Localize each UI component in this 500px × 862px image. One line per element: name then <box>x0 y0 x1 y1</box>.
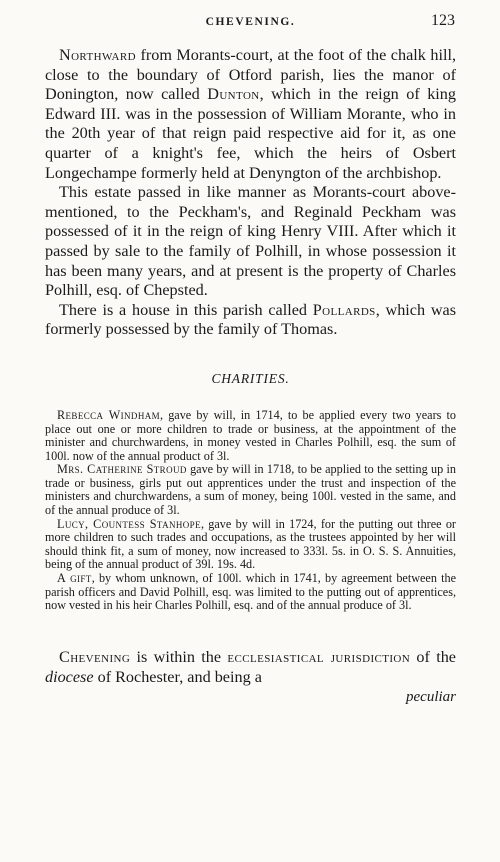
paragraph-text: from Morants-court, at the foot of the chalk hill, close to the boundary of Otford parish, lies the manor of Donington, now called <box>45 46 456 104</box>
paragraph-jurisdiction <box>45 647 456 688</box>
section-heading-charities: CHARITIES. <box>211 370 290 386</box>
place-name: Dunton <box>207 85 260 104</box>
charity-donor: Lucy, Countess Stanhope <box>57 516 201 531</box>
main-text <box>45 46 456 340</box>
paragraph-estate <box>45 183 456 301</box>
charity-text: gave by will in 1718, to be applied to the setting up in trade or business, girls put out apprentices under the trust and inspection of the ministers and churchwardens, a sum of money, being 100l. vested in the same, and of the annual produce of 3l. <box>45 462 456 518</box>
paragraph-text: of Rochester, and being a <box>93 668 262 687</box>
paragraph-text: of the <box>410 647 456 666</box>
charity-entry <box>45 572 456 613</box>
page-header <box>45 0 456 46</box>
paragraph-lead-word: Chevening <box>59 647 131 666</box>
paragraph-text: There is a house in this parish called <box>59 300 313 319</box>
charity-text: , gave by will in 1724, for the putting out three or more children to such trades and occupations, as the trustees appointed by her will should think fit, a sum of money, now increased to 333l. 5s. in O. S. S. Annuities, being of the annual product of 39l. 19s. 4d. <box>45 516 456 572</box>
charity-donor: A gift <box>57 571 92 586</box>
paragraph-dunton <box>45 46 456 183</box>
paragraph-text: This estate passed in like manner as Morants-court above-mentioned, to the Peckham's, and Reginald Peckham was possessed of it in the reign of king Henry VIII. After which it passed by sale to the family of Polhill, in whose possession it has been many years, and at present is the property of Charles Polhill, esq. of Chepsted. <box>45 183 456 300</box>
charity-entry <box>45 518 456 572</box>
place-name: Pollards <box>312 300 376 319</box>
diocese-term: diocese <box>45 668 94 687</box>
paragraph-lead-word: Northward <box>59 46 136 64</box>
paragraph-text: , which was formerly possessed by the family of Thomas. <box>45 300 457 339</box>
charity-entry <box>45 409 456 463</box>
closing-text <box>45 647 456 707</box>
catchword: peculiar <box>406 688 456 705</box>
paragraph-text: , which in the reign of king Edward III. was in the possession of William Morante, who in the 20th year of that reign paid respective aid for it, as one quarter of a knight's fee, which the heirs of Osbert Longechampe formerly held at Denyngton of the archbishop. <box>45 85 456 182</box>
charity-donor: Mrs. Catherine Stroud <box>57 462 187 477</box>
charities-list <box>45 409 456 613</box>
charity-text: , gave by will, in 1714, to be applied every two years to place out one or more children to trade or business, at the appointment of the minister and churchwardens, in money vested in Charles Polhill, esq. the sum of 100l. now of the annual product of 3l. <box>45 407 456 463</box>
running-title: CHEVENING. <box>205 16 296 28</box>
jurisdiction-term: ecclesiastical jurisdiction <box>227 647 411 666</box>
charity-donor: Rebecca Windham <box>57 407 161 422</box>
paragraph-pollards <box>45 301 456 340</box>
paragraph-text: is within the <box>130 647 228 666</box>
charity-text: , by whom unknown, of 100l. which in 1741, by agreement between the parish officers and David Polhill, esq. was limited to the putting out of apprentices, now vested in his heir Charles Polhill, esq. and of the annual produce of 3l. <box>45 571 456 613</box>
page-number: 123 <box>431 12 455 29</box>
charity-entry <box>45 463 456 517</box>
